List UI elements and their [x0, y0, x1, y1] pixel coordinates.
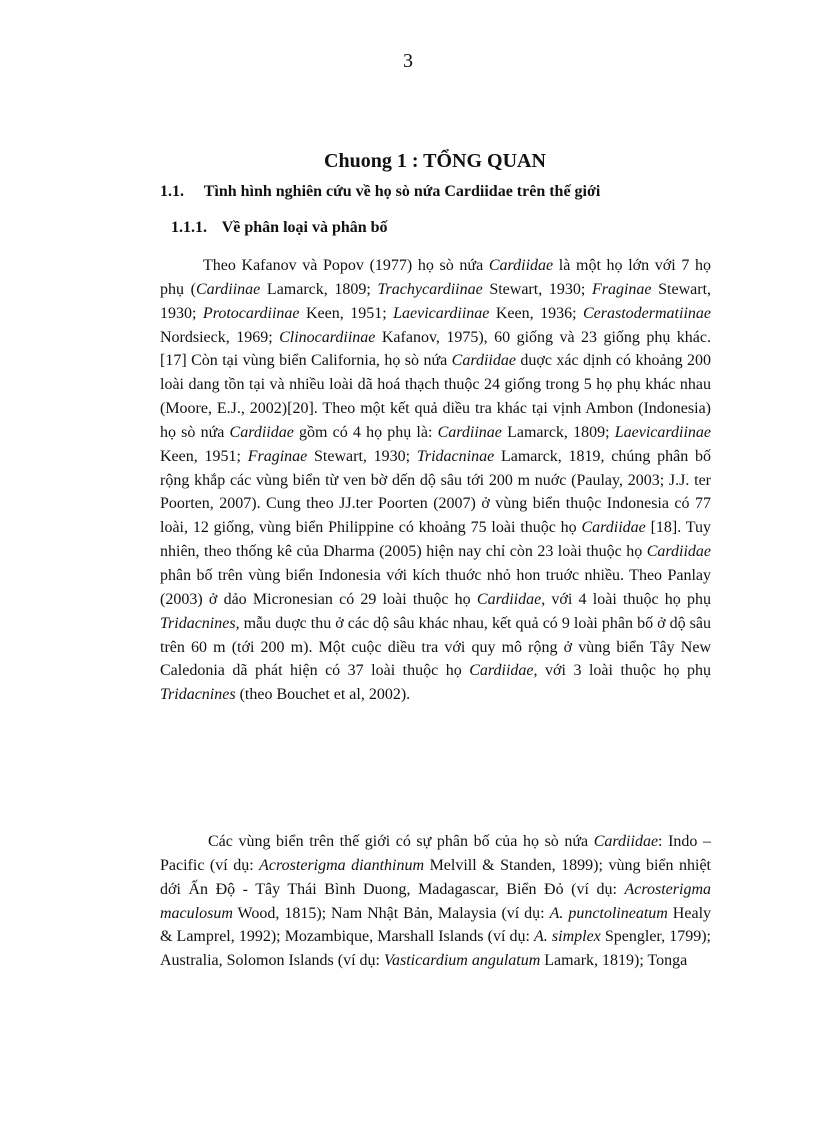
- text-run: (theo Bouchet et al, 2002).: [235, 686, 411, 704]
- text-run: Healy & Lamprel, 1992); Mozambique, Marshall Islands (ví dụ:: [160, 904, 712, 946]
- text-run: Lamark, 1819); Tonga: [540, 952, 688, 970]
- taxon-name: Tridacnines: [160, 686, 236, 704]
- taxon-name: Trachycardiinae: [377, 280, 483, 298]
- taxon-name: Tridacninae: [416, 447, 495, 465]
- body-paragraph-2: [160, 830, 711, 973]
- subsection-heading: [171, 219, 731, 237]
- taxon-name: Cardiinae: [437, 423, 502, 441]
- text-run: Keen, 1936;: [489, 304, 583, 322]
- text-run: , mẫu duợc thu ở các dộ sâu khác nhau, kết quả có 9 loài phân bố ở dộ sâu trên 60 m (tới 200 m). Một cuộc diều tra với quy mô rộng ở vùng biển Tây New Caledonia dã phát hiện có 37 loài thuộc họ: [160, 614, 711, 680]
- text-run: Stewart, 1930;: [160, 280, 712, 322]
- taxon-name: Cerastodermatiinae: [583, 304, 711, 322]
- text-run: Wood, 1815); Nam Nhật Bản, Malaysia (ví dụ:: [232, 904, 550, 922]
- text-run: Lamarck, 1819, chúng phân bố rộng khắp các vùng biển từ ven bờ dến dộ sâu tới 200 m nuớc (Paulay, 2003; J.J. ter Poorten, 2007). Cung theo JJ.ter Poorten (2007) ở vùng biển thuộc Indonesia có 77 loài, 12 giống, vùng biển Philippine có khoảng 75 loài thuộc họ: [160, 447, 712, 537]
- taxon-name: Cardiidae: [476, 590, 542, 608]
- chapter-title: Chuong 1 : TỔNG QUAN: [324, 150, 546, 172]
- taxon-name: Cardiidae: [469, 662, 534, 680]
- page-number: 3: [403, 50, 413, 72]
- taxon-name: Vasticardium angulatum: [383, 952, 541, 970]
- text-run: là một họ lớn với 7 họ phụ (: [160, 257, 711, 298]
- section-heading: [160, 183, 720, 201]
- text-run: phân bố trên vùng biển Indonesia với kích thuớc nhỏ hon truớc nhiều. Theo Panlay (2003) ở dảo Micronesian có 29 loài thuộc họ: [160, 566, 711, 608]
- taxon-name: Protocardiinae: [202, 304, 300, 322]
- taxon-name: Acrosterigma maculosum: [160, 880, 711, 922]
- text-run: gồm có 4 họ phụ là:: [293, 423, 438, 441]
- text-run: Stewart, 1930;: [482, 280, 592, 298]
- text-run: duợc xác dịnh có khoảng 200 loài dang tồn tại và nhiều loài dã hoá thạch thuộc 24 giống trong 5 họ phụ khác nhau (Moore, E.J., 2002)[20]. Theo một kết quả diều tra khác tại vịnh Ambon (Indonesia) họ sò nứa: [160, 352, 712, 441]
- taxon-name: Tridacnines: [160, 614, 236, 632]
- text-run: [18]. Tuy nhiên, theo thống kê của Dharma (2005) hiện nay chỉ còn 23 loài thuộc họ: [160, 519, 712, 561]
- taxon-name: A. punctolineatum: [549, 904, 668, 922]
- taxon-name: Cardiidae: [581, 519, 646, 537]
- text-run: , với 3 loài thuộc họ phụ: [533, 662, 711, 680]
- section-number: 1.1.: [160, 183, 184, 200]
- taxon-name: Cardiidae: [593, 833, 659, 850]
- section-title: Tình hình nghiên cứu về họ sò nứa Cardiidae trên thế giới: [203, 183, 601, 200]
- taxon-name: Cardiidae: [229, 423, 294, 441]
- taxon-name: Acrosterigma dianthinum: [259, 856, 425, 874]
- text-run: Melvill & Standen, 1899); vùng biển nhiệt dới Ấn Độ - Tây Thái Bình Duong, Madagascar, Biển Đỏ (ví dụ:: [160, 856, 711, 898]
- taxon-name: Laevicardiinae: [393, 304, 490, 322]
- taxon-name: Fraginae: [591, 280, 652, 298]
- subsection-title: Về phân loại và phân bố: [221, 219, 388, 236]
- text-run: Theo Kafanov và Popov (1977) họ sò nứa: [203, 257, 489, 274]
- text-run: Keen, 1951;: [299, 304, 394, 322]
- taxon-name: Cardiidae: [646, 543, 711, 561]
- taxon-name: Fraginae: [247, 447, 308, 465]
- taxon-name: Cardiidae: [451, 352, 516, 370]
- taxon-name: Cardiidae: [488, 257, 554, 274]
- text-run: : Indo – Pacific (ví dụ:: [160, 833, 711, 874]
- text-run: Lamarck, 1809;: [260, 280, 378, 298]
- text-run: Nordsieck, 1969;: [160, 328, 280, 346]
- subsection-number: 1.1.1.: [171, 219, 207, 236]
- taxon-name: Cardiinae: [195, 280, 261, 298]
- text-run: , với 4 loài thuộc họ phụ: [541, 590, 711, 608]
- text-run: Kafanov, 1975), 60 giống và 23 giống phụ khác. [17] Còn tại vùng biển California, họ sò nứa: [160, 328, 712, 370]
- text-run: Các vùng biển trên thế giới có sự phân bố của họ sò nứa: [208, 833, 594, 850]
- taxon-name: Laevicardiinae: [614, 423, 712, 441]
- body-paragraph-1: [160, 254, 711, 707]
- text-run: Stewart, 1930;: [307, 447, 417, 465]
- taxon-name: Clinocardiinae: [279, 328, 376, 346]
- text-run: Spengler, 1799); Australia, Solomon Islands (ví dụ:: [160, 928, 711, 970]
- taxon-name: A. simplex: [534, 928, 601, 946]
- text-run: Keen, 1951;: [160, 447, 248, 465]
- text-run: Lamarck, 1809;: [501, 423, 615, 441]
